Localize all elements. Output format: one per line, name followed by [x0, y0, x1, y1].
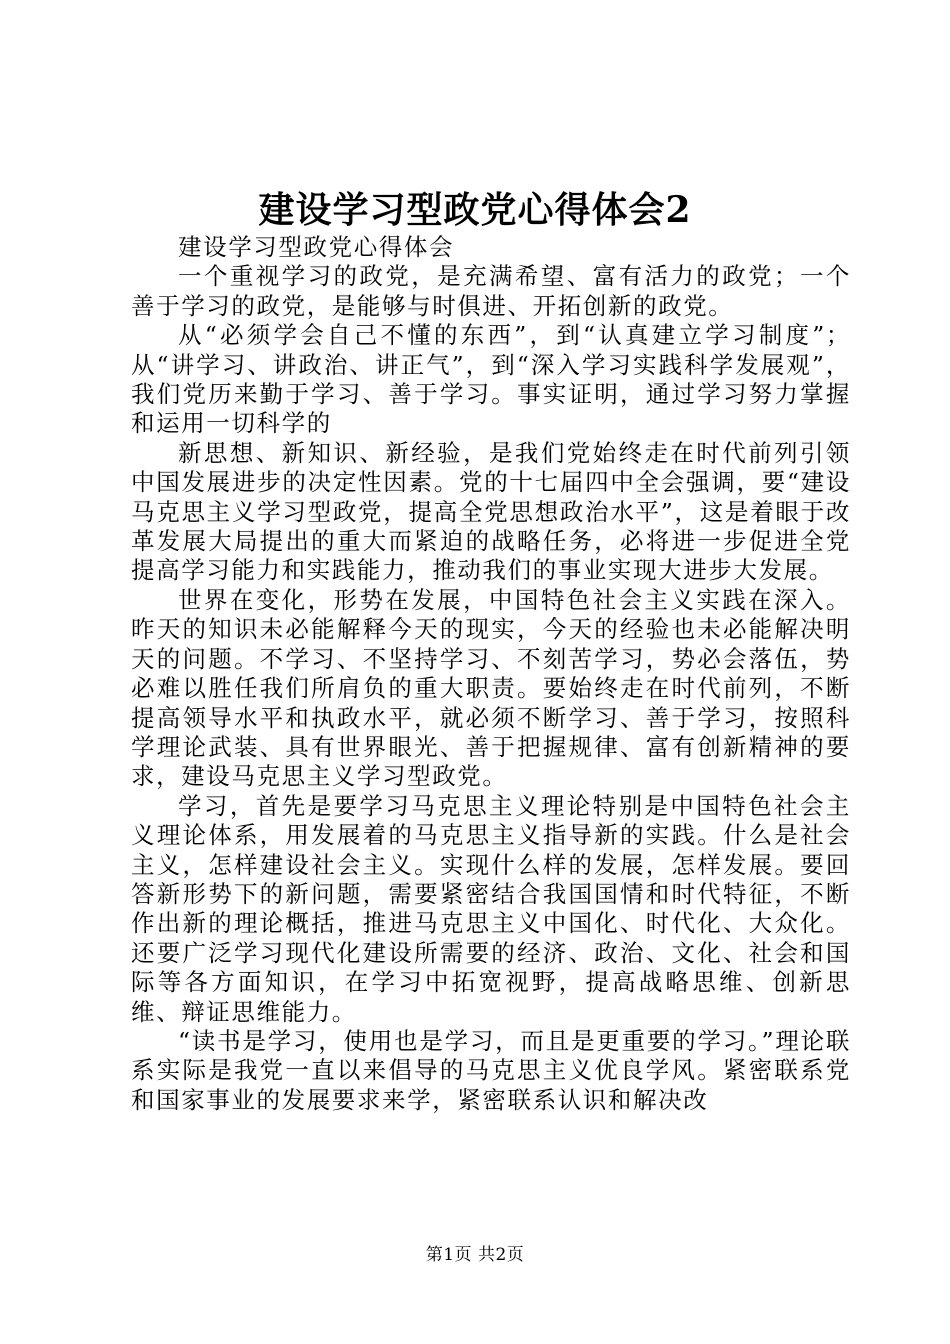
document-body — [131, 233, 851, 1115]
paragraph: 世界在变化，形势在发展，中国特色社会主义实践在深入。昨天的知识未必能解释今天的现实，今天的经验也未必能解决明天的问题。不学习、不坚持学习、不刻苦学习，势必会落伍，势必难以胜任我们所肩负的重大职责。要始终走在时代前列，不断提高领导水平和执政水平，就必须不断学习、善于学习，按照科学理论武装、具有世界眼光、善于把握规律、富有创新精神的要求，建设马克思主义学习型政党。 — [131, 585, 851, 791]
paragraph: “读书是学习，使用也是学习，而且是更重要的学习。”理论联系实际是我党一直以来倡导的马克思主义优良学风。紧密联系党和国家事业的发展要求来学，紧密联系认识和解决改 — [131, 1026, 851, 1114]
document-title: 建设学习型政党心得体会2 — [258, 189, 692, 231]
paragraph: 学习，首先是要学习马克思主义理论特别是中国特色社会主义理论体系，用发展着的马克思主义指导新的实践。什么是社会主义，怎样建设社会主义。实现什么样的发展，怎样发展。要回答新形势下的新问题，需要紧密结合我国国情和时代特征，不断作出新的理论概括，推进马克思主义中国化、时代化、大众化。还要广泛学习现代化建设所需要的经济、政治、文化、社会和国际等各方面知识，在学习中拓宽视野，提高战略思维、创新思维、辩证思维能力。 — [131, 791, 851, 1026]
paragraph-subtitle: 建设学习型政党心得体会 — [178, 233, 455, 261]
paragraph: 一个重视学习的政党，是充满希望、富有活力的政党；一个善于学习的政党，是能够与时俱进、开拓创新的政党。 — [131, 262, 851, 320]
page-footer: 第1页 共2页 — [425, 1245, 525, 1265]
paragraph: 新思想、新知识、新经验，是我们党始终走在时代前列引领中国发展进步的决定性因素。党的十七届四中全会强调，要“建设马克思主义学习型政党，提高全党思想政治水平”，这是着眼于改革发展大局提出的重大而紧迫的战略任务，必将进一步促进全党提高学习能力和实践能力，推动我们的事业实现大进步大发展。 — [131, 438, 851, 585]
paragraph: 从“必须学会自己不懂的东西”，到“认真建立学习制度”；从“讲学习、讲政治、讲正气”，到“深入学习实践科学发展观”，我们党历来勤于学习、善于学习。事实证明，通过学习努力掌握和运用一切科学的 — [131, 321, 851, 438]
